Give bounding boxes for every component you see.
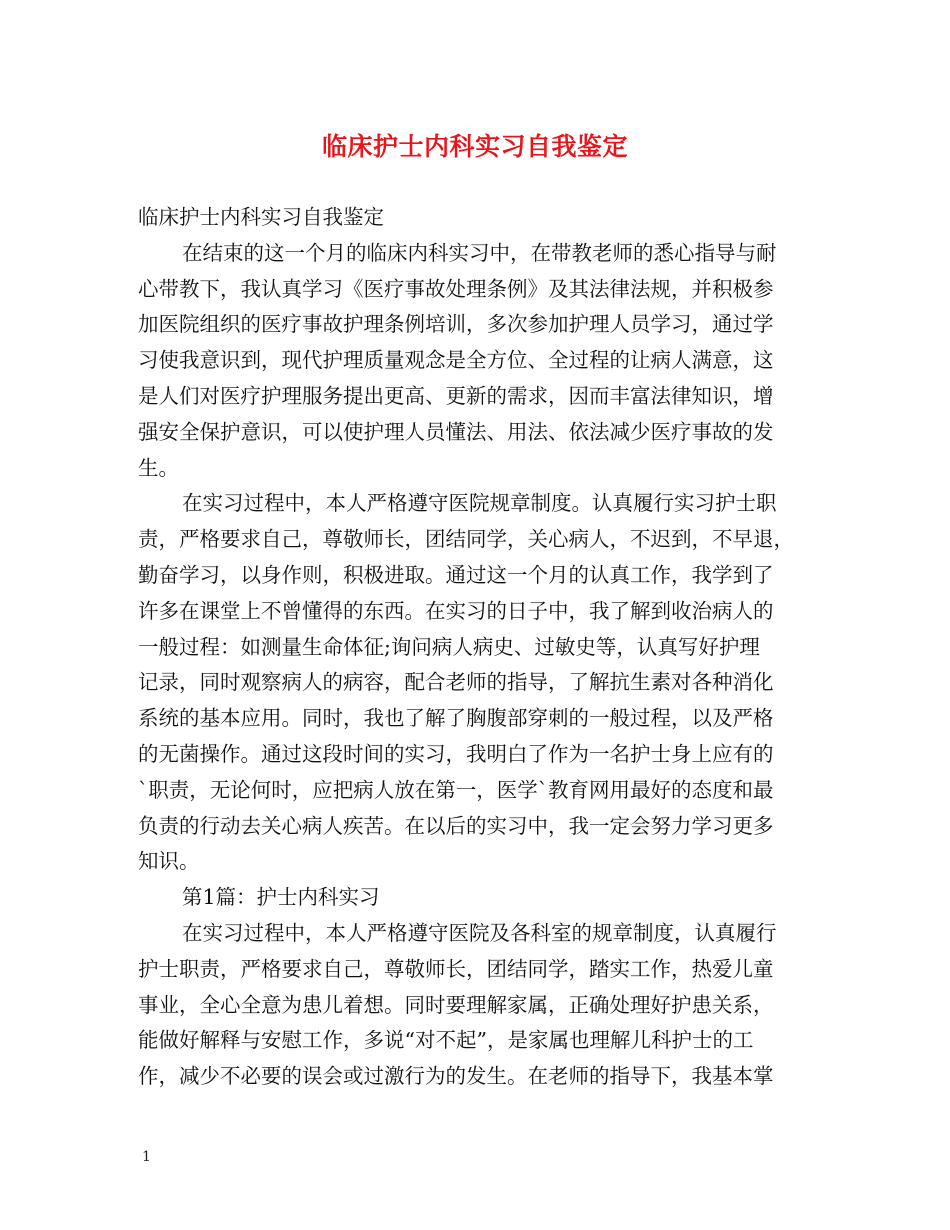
body-line: `职责，无论何时，应把病人放在第一，医学`教育网用最好的态度和最 bbox=[138, 777, 774, 802]
body-line: 护士职责，严格要求自己，尊敬师长，团结同学，踏实工作，热爱儿童 bbox=[138, 956, 774, 981]
document-body bbox=[138, 200, 814, 1095]
body-line: 作，减少不必要的误会或过激行为的发生。在老师的指导下，我基本掌 bbox=[138, 1064, 774, 1089]
body-line: 系统的基本应用。同时，我也了解了胸腹部穿刺的一般过程，以及严格 bbox=[138, 706, 774, 731]
body-line: 能做好解释与安慰工作，多说“对不起”，是家属也理解儿科护士的工 bbox=[138, 1028, 754, 1053]
body-line: 记录，同时观察病人的病容，配合老师的指导，了解抗生素对各种消化 bbox=[138, 670, 774, 695]
body-line: 负责的行动去关心病人疾苦。在以后的实习中，我一定会努力学习更多 bbox=[138, 813, 774, 838]
body-line: 许多在课堂上不曾懂得的东西。在实习的日子中，我了解到收治病人的 bbox=[138, 598, 774, 623]
body-line: 勤奋学习，以身作则，积极进取。通过这一个月的认真工作，我学到了 bbox=[138, 562, 774, 587]
body-line: 事业，全心全意为患儿着想。同时要理解家属，正确处理好护患关系， bbox=[138, 992, 774, 1017]
body-line: 加医院组织的医疗事故护理条例培训，多次参加护理人员学习，通过学 bbox=[138, 312, 774, 337]
page-number: 1 bbox=[142, 1149, 151, 1165]
document-title: 临床护士内科实习自我鉴定 bbox=[321, 132, 628, 161]
body-line: 在结束的这一个月的临床内科实习中，在带教老师的悉心指导与耐 bbox=[182, 240, 777, 265]
body-line: 习使我意识到，现代护理质量观念是全方位、全过程的让病人满意，这 bbox=[138, 348, 774, 373]
body-line: 知识。 bbox=[138, 849, 200, 874]
body-line: 生。 bbox=[138, 455, 179, 480]
body-line: 责，严格要求自己，尊敬师长，团结同学，关心病人，不迟到，不早退， bbox=[138, 527, 794, 552]
body-line: 是人们对医疗护理服务提出更高、更新的需求，因而丰富法律知识，增 bbox=[138, 383, 774, 408]
body-line: 强安全保护意识，可以使护理人员懂法、用法、依法减少医疗事故的发 bbox=[138, 419, 774, 444]
body-line: 在实习过程中，本人严格遵守医院及各科室的规章制度，认真履行 bbox=[182, 920, 777, 945]
body-line: 在实习过程中，本人严格遵守医院规章制度。认真履行实习护士职 bbox=[182, 491, 777, 516]
section-heading: 第1篇：护士内科实习 bbox=[182, 885, 380, 910]
body-line: 一般过程：如测量生命体征;询问病人病史、过敏史等，认真写好护理 bbox=[138, 634, 760, 659]
body-line: 的无菌操作。通过这段时间的实习，我明白了作为一名护士身上应有的 bbox=[138, 741, 774, 766]
body-line: 临床护士内科实习自我鉴定 bbox=[138, 205, 384, 229]
body-line: 心带教下，我认真学习《医疗事故处理条例》及其法律法规，并积极参 bbox=[138, 276, 774, 301]
